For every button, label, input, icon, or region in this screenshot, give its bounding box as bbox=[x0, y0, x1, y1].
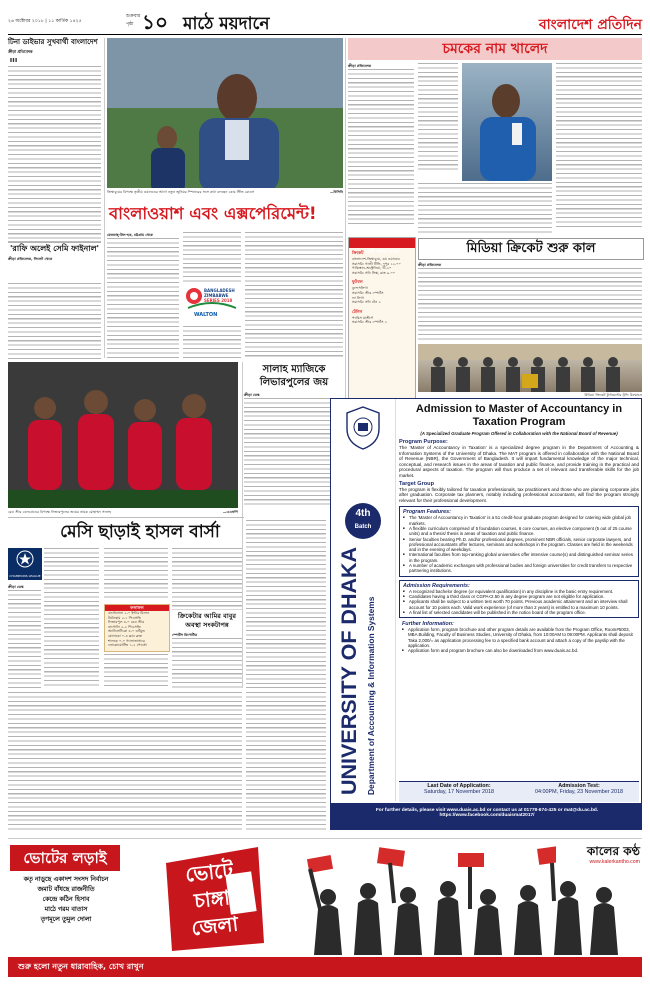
bottom-ad-line: জমাট বাঁধছে রাজনীতি bbox=[37, 886, 95, 893]
main-story-col-2b bbox=[183, 326, 241, 358]
test-date-value: 04:00PM, Friday, 23 November 2018 bbox=[535, 789, 623, 795]
result-row: টটেনহাম ২-১ পিএসভি bbox=[108, 615, 141, 620]
page-number: ১০ bbox=[142, 10, 168, 34]
requirement-item: ■ Candidates having a third class or CGPA<2.50 in any degree program are not eligible for application. bbox=[403, 594, 635, 599]
last-date-block bbox=[399, 783, 519, 795]
fixtures-section-head: ফুটবল bbox=[352, 279, 363, 285]
liverpool-byline: ক্রীড়া ডেস্ক bbox=[244, 393, 260, 397]
target-text: The program is flexibly tailored for taxation professionals, tax practitioners and those who are planning corporate jobs after graduation. Corporate tax planners, notably including professional accountants, will find the program strongly relevant for their professional development. bbox=[399, 486, 639, 503]
bottom-ad-poster bbox=[158, 843, 268, 953]
main-story-col-2 bbox=[183, 232, 241, 282]
chamok-byline: ক্রীড়া প্রতিবেদক bbox=[348, 64, 372, 68]
fixtures-box bbox=[348, 237, 416, 399]
ucl-logo bbox=[8, 548, 42, 580]
coach-photo-caption bbox=[107, 190, 343, 195]
chamok-title-bar bbox=[348, 38, 642, 60]
requirement-item: ■ A recognized bachelor degree (or equivalent qualification) in any discipline is the basic entry requirement. bbox=[403, 589, 635, 594]
column-rule bbox=[345, 38, 346, 398]
results-title: ফলাফল bbox=[105, 605, 169, 611]
liverpool-caption-credit: —এএফপি bbox=[222, 510, 238, 514]
barca-col-2 bbox=[104, 548, 168, 600]
requirement-item: ■ A final list of selected candidates will be published in the notice board of the program office. bbox=[403, 610, 635, 615]
chamok-col-3 bbox=[556, 63, 642, 228]
cricket-short-byline: স্পোর্টস রিপোর্টার bbox=[172, 633, 198, 637]
info-item: ■ Application form and program brochure can also be downloaded from www.duais.ac.bd. bbox=[402, 648, 636, 653]
fixture-row: সরাসরি: সনি টেন ২ bbox=[352, 300, 381, 305]
fixture-row: সরাসরি: গাজী টিভি, দুপুর ১২.০০ bbox=[352, 261, 401, 266]
results-box bbox=[104, 604, 170, 652]
result-row: শালকে ০-০ গ্যালাতাসারে bbox=[108, 638, 145, 643]
chamok-col-2b bbox=[418, 183, 552, 233]
barca-title: মেসি ছাড়াই হাসল বার্সা bbox=[60, 522, 220, 542]
left-story-text bbox=[8, 66, 101, 244]
chamok-photo bbox=[462, 63, 552, 181]
du-ad-main bbox=[399, 403, 639, 803]
kalerkantho-url: www.kalerkantho.com bbox=[589, 859, 640, 865]
du-crest-icon bbox=[343, 405, 383, 451]
section-rule bbox=[8, 517, 244, 518]
purpose-text: The 'Master of Accountancy in Taxation' is a specialized degree program in the Department of Accounting & Information Systems of the University of Dhaka. The MAT program is offered in collaboration with the National Board of Revenue (NBR), the Government of Bangladesh. It will impart fundamental knowledge of the major technical, conceptual, and research issues in the areas of taxation and public finance, and provide training in the practical and procedural aspects of taxation. The program will thus produce a set of relevant and transferable skills for the job market. bbox=[399, 445, 639, 478]
du-footer-contact: For further details, please visit www.duais.ac.bd or contact us at 01778-674-425 or mat@du.ac.bd. bbox=[375, 808, 599, 813]
bottom-ad-lines bbox=[10, 875, 122, 925]
fixture-row: সরাসরি: সনি সিক্স, রাত ৯.০০ bbox=[352, 270, 396, 275]
du-ad-subtitle: (A Specialized Graduate Program Offered in Collaboration with the National Board of Revenue) bbox=[420, 431, 618, 436]
liverpool-text bbox=[244, 398, 344, 506]
left-story-body: ▐▐▐ bbox=[8, 57, 17, 62]
bottom-ad-footer: শুরু হলো নতুন ধারাবাহিক, চোখ রাখুন bbox=[18, 962, 144, 971]
feature-item: ■ A flexible curriculum comprised of 5 foundation courses, 6 core courses, an elective component (5 out of 25 course units) and a thesis/ thesis in areas of taxation and public finance. bbox=[403, 526, 635, 537]
batch-badge bbox=[345, 503, 381, 539]
day-label: শুক্রবার bbox=[126, 14, 141, 19]
chamok-photo-graphic bbox=[462, 63, 552, 181]
info-item: ■ Application form, program brochure and other program details are available from the Program Office, Room#5003, MBA Building, Faculty of Business Studies, University of Dhaka, from 10:00AM to 09:00PM. Applicants shall deposit Taka 2,000/= as application processing fee to a specified bank account and attach a copy of the payslip with the application. bbox=[402, 627, 636, 648]
bottom-ad-line: কেন্দ্রে কঠিন হিসাব bbox=[42, 896, 90, 903]
cricket-short-text bbox=[172, 638, 242, 688]
feature-item: ■ International faculties from top-ranking global universities offer intensive course(s) and distinguished seminar series in the program. bbox=[403, 552, 635, 563]
section-title: মাঠে ময়দানে bbox=[183, 14, 270, 34]
coach-caption-credit: —বিসিবি bbox=[329, 190, 343, 194]
last-date-label: Last Date of Application: bbox=[427, 783, 491, 789]
liverpool-photo-graphic bbox=[8, 362, 238, 508]
fixtures-title: ছোট পর্দায় আজ bbox=[365, 249, 399, 255]
liverpool-photo bbox=[8, 362, 238, 508]
series-logo-line2: ZIMBABWE bbox=[204, 293, 229, 298]
fixtures-section-head: ক্রিকেট bbox=[352, 250, 364, 255]
poster-word: চাঙ্গা bbox=[192, 885, 231, 913]
main-headline: বাংলাওয়াশ এবং এক্সপেরিমেন্ট! bbox=[109, 204, 317, 223]
fixture-row: লা লিগা bbox=[352, 295, 364, 300]
kalerkantho-logo bbox=[556, 843, 640, 869]
bottom-ad-title-box bbox=[10, 845, 120, 871]
bottom-ad-line: তৃণমূলে তুমুল দোলা bbox=[40, 916, 92, 923]
chamok-col-2 bbox=[418, 63, 458, 173]
requirements-box bbox=[399, 580, 639, 618]
left-story-byline: ক্রীড়া প্রতিবেদক bbox=[8, 48, 33, 54]
last-date-value: Saturday, 17 November 2018 bbox=[423, 789, 495, 795]
bottom-ad-title: ভোটের লড়াই bbox=[23, 849, 107, 867]
barca-col-0 bbox=[8, 590, 41, 688]
series-logo-line1: BANGLADESH bbox=[204, 288, 235, 293]
fixtures-section-head: টেনিস bbox=[352, 308, 363, 314]
main-story-byline: মেজবাহ্-উল-হক, চট্টগ্রাম থেকে bbox=[107, 233, 154, 237]
coach-caption-text: জিম্বাবুয়ের বিপক্ষে তৃতীয় ওয়ানডের আগে নতুন জুনিয়র স্পিনারের সঙ্গে কথা বলছেন কোচ স্টিভ রোডস bbox=[107, 190, 255, 194]
date-bar bbox=[399, 781, 639, 802]
du-footer-facebook: https://www.facebook.com/duaismat2017/ bbox=[439, 813, 535, 818]
date-line: ২৬ অক্টোবর ২০১৮ | ১১ কার্তিক ১৪২৫ bbox=[8, 19, 82, 24]
fixture-row: সরাসরি: স্টার স্পোর্টস bbox=[352, 290, 384, 295]
media-cricket-title: মিডিয়া ক্রিকেট শুরু কাল bbox=[466, 241, 596, 256]
bottom-ad bbox=[8, 838, 642, 977]
test-date-block bbox=[519, 783, 639, 795]
chamok-col-1 bbox=[348, 69, 414, 227]
coach-photo bbox=[107, 38, 343, 188]
liverpool-photo-caption bbox=[8, 510, 238, 515]
poster-word: ভোটে bbox=[184, 857, 235, 887]
requirement-item: ■ Applicants shall be subject to a written test worth 70 points. Previous academic attainment and an interview shall account for 10 points each. Valid work experience (of more than 2 years) is entitled to a maximum 10 points. bbox=[403, 599, 635, 610]
barca-byline: ক্রীড়া ডেস্ক bbox=[8, 585, 24, 589]
fixture-row: বাংলাদেশ-জিম্বাবুয়ে, ৩য় ওয়ানডে bbox=[352, 257, 400, 261]
target-heading: Target Group bbox=[399, 480, 435, 487]
result-row: লোকোমোটিভ ১-২ পোর্তো bbox=[108, 643, 147, 648]
barca-col-2b bbox=[104, 654, 168, 688]
bottom-ad-line: কতৃ নাড়ুছে একাদশ সংসদ নির্বাচন bbox=[23, 876, 109, 883]
media-cricket-title-box bbox=[418, 238, 644, 260]
result-row: নাপোলি ২-২ পিএসজি bbox=[108, 624, 141, 629]
barca-col-1 bbox=[44, 548, 99, 688]
fixtures-section-1 bbox=[349, 277, 415, 306]
media-cricket-caption: মিডিয়া ক্রিকেট টুর্নামেন্টের ট্রফি উন্মোচন bbox=[584, 393, 642, 397]
left-substory-title: 'রাফি অলেই সেমি ফাইনাল' bbox=[9, 244, 100, 253]
barca-lower-text-right bbox=[246, 692, 326, 832]
barca-col-3 bbox=[172, 548, 242, 610]
page-label: পৃষ্ঠা bbox=[126, 22, 134, 27]
du-ad-title: Admission to Master of Accountancy in Taxation Program bbox=[415, 403, 623, 428]
column-rule bbox=[104, 38, 105, 358]
liverpool-lower-text bbox=[246, 520, 326, 688]
features-heading: Program Features: bbox=[403, 509, 451, 516]
result-row: লিভারপুল ৪-০ রেড স্টার bbox=[108, 620, 145, 625]
info-heading: Further Information: bbox=[402, 621, 454, 628]
media-cricket-byline: ক্রীড়া প্রতিবেদক bbox=[418, 263, 442, 267]
left-substory-byline: ক্রীড়া প্রতিবেদক, সিলেট থেকে bbox=[8, 257, 53, 261]
info-box bbox=[399, 621, 639, 653]
liverpool-caption-text: রেড স্টার বেলগ্রেডের বিপক্ষে লিভারপুলের জয়ের নায়ক মোহাম্মদ সালাহ bbox=[8, 510, 112, 514]
page-header bbox=[8, 8, 642, 35]
main-story-col-3 bbox=[245, 232, 343, 358]
series-logo bbox=[184, 284, 240, 324]
series-logo-line3: SERIES 2018 bbox=[204, 298, 233, 303]
brand-logo: বাংলাদেশ প্রতিদিন bbox=[538, 17, 642, 33]
du-vertical-subtitle: Department of Accounting & Information Systems bbox=[366, 596, 376, 795]
ucl-star-icon bbox=[8, 548, 42, 570]
batch-number: 4th bbox=[355, 508, 371, 519]
feature-item: ■ Senior faculties bearing Ph.D. and/or professional degrees, prominent NBR officials, senior corporate lawyers, and professional accountants offer lectures, seminars and workshops in the program. Classes are held in the weekends and in the evening of weekdays. bbox=[403, 537, 635, 553]
result-row: বার্সেলোনা ২-০ ইন্টার মিলান bbox=[108, 611, 150, 615]
left-story-title: টিনা ডাইভার সুখবার্থী বাংলাদেশ bbox=[8, 38, 98, 46]
purpose-heading: Program Purpose: bbox=[399, 439, 448, 445]
main-story-col-1 bbox=[107, 238, 179, 358]
batch-label: Batch bbox=[354, 524, 372, 530]
features-box bbox=[399, 506, 639, 576]
kalerkantho-brand: কালের কণ্ঠ bbox=[586, 844, 640, 858]
fixture-row: সরাসরি: স্টার স্পোর্টস ২ bbox=[352, 320, 387, 325]
fixtures-section-2 bbox=[349, 307, 415, 327]
poster-text bbox=[168, 855, 256, 944]
coach-photo-graphic bbox=[107, 38, 343, 188]
fixture-row: প্যারিস মাস্টার্স bbox=[352, 315, 373, 320]
fixture-row: পাকিস্তান-অস্ট্রেলিয়া, টি-২০ bbox=[352, 266, 392, 271]
feature-item: ■ The 'Master of Accountancy in Taxation' is a 51 credit-hour graduate program designed for catering wide global job markets. bbox=[403, 515, 635, 526]
requirements-heading: Admission Requirements: bbox=[403, 582, 470, 589]
feature-item: ■ A number of academic exchanges with professional bodies and foreign universities for credit transfers to respective partnering institutions. bbox=[403, 563, 635, 574]
test-date-label: Admission Test: bbox=[558, 783, 600, 789]
column-rule bbox=[242, 362, 243, 688]
result-row: মোনাকো ০-৪ ক্লাব ব্রুজ bbox=[108, 633, 143, 638]
liverpool-title: সালাহ ম্যাজিকে লিভারপুলের জয় bbox=[259, 364, 329, 388]
du-ad-sidebar bbox=[331, 399, 396, 801]
barca-lower-text bbox=[8, 692, 242, 832]
fixture-row: বুন্দেসলিগা bbox=[352, 286, 368, 291]
media-cricket-photo bbox=[418, 344, 642, 392]
ucl-logo-text: CHAMPIONS LEAGUE bbox=[9, 574, 41, 578]
du-ad bbox=[330, 398, 642, 830]
poster-word: জেলা bbox=[190, 911, 240, 941]
media-cricket-text bbox=[418, 268, 642, 340]
series-sponsor: WALTON bbox=[194, 312, 218, 318]
bottom-ad-line: মাঠে গরম বাতাস bbox=[44, 906, 88, 913]
du-ad-footer bbox=[331, 803, 642, 830]
cricket-short-title: ক্রিকেটার আমির বাবুর অবস্থা সংকটাপন্ন bbox=[177, 612, 237, 629]
result-row: অ্যাটলেটিকো ৪-০ ডর্টমুন্ড bbox=[108, 629, 145, 634]
du-vertical-title: UNIVERSITY OF DHAKA bbox=[337, 546, 361, 795]
bottom-ad-footer-bar bbox=[8, 957, 642, 977]
chamok-title: চমকের নাম খালেদ bbox=[442, 41, 548, 57]
media-cricket-photo-graphic bbox=[418, 344, 642, 392]
